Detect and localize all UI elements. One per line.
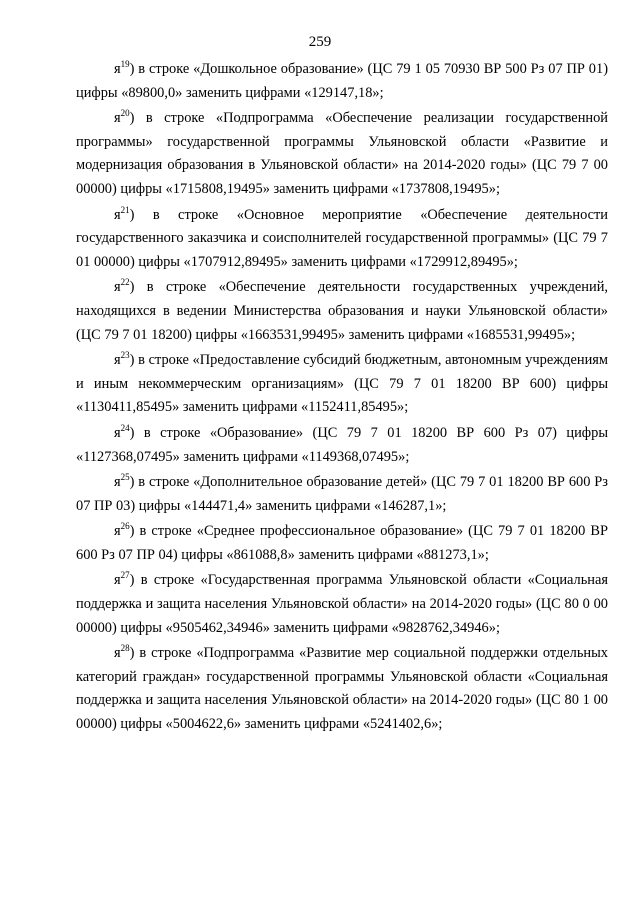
amendment-paragraph [76, 58, 608, 105]
item-superscript: 23 [120, 350, 130, 361]
item-letter: я [114, 424, 121, 441]
item-letter: я [114, 110, 121, 127]
item-superscript: 22 [120, 277, 130, 288]
amendment-text: ) в строке «Подпрограмма «Обеспечение реализации государственной программы» государственной программы Ульяновской области «Развитие и модернизация образования в Ульяновской области» на 2014-2020 годы» (ЦС 79 7 00 00000) цифры «1715808,19495» заменить цифрами «1737808,19495»; [76, 110, 608, 197]
item-superscript: 25 [120, 472, 130, 483]
page-number: 259 [308, 34, 332, 50]
amendment-text: ) в строке «Государственная программа Ульяновской области «Социальная поддержка и защита населения Ульяновской области» на 2014-2020 годы» (ЦС 80 0 00 00000) цифры «9505462,34946» заменить цифрами «9828762,34946»; [76, 572, 608, 636]
item-letter: я [114, 206, 121, 223]
amendment-paragraph [76, 349, 608, 420]
amendment-text: ) в строке «Дополнительное образование детей» (ЦС 79 7 01 18200 ВР 600 Рз 07 ПР 03) цифры «144471,4» заменить цифрами «146287,1»; [76, 474, 608, 514]
amendment-text: ) в строке «Основное мероприятие «Обеспечение деятельности государственного заказчика и соисполнителей государственной программы» (ЦС 79 7 01 00000) цифры «1707912,89495» заменить цифрами «1729912,89495»; [76, 206, 608, 270]
item-letter: я [114, 523, 121, 540]
item-superscript: 28 [120, 643, 130, 654]
amendment-text: ) в строке «Предоставление субсидий бюджетным, автономным учреждениям и иным некоммерческим организациям» (ЦС 79 7 01 18200 ВР 600) цифры «1130411,85495» заменить цифрами «1152411,85495»; [76, 352, 608, 416]
item-superscript: 26 [120, 521, 130, 532]
amendment-paragraph [76, 569, 608, 640]
amendment-text: ) в строке «Обеспечение деятельности государственных учреждений, находящихся в ведении Министерства образования и науки Ульяновской области» (ЦС 79 7 01 18200) цифры «1663531,99495» заменить цифрами «1685531,99495»; [76, 279, 608, 343]
item-letter: я [114, 474, 121, 491]
amendment-paragraph [76, 422, 608, 469]
item-superscript: 24 [120, 422, 130, 433]
document-body [76, 58, 608, 739]
item-superscript: 27 [120, 570, 130, 581]
item-superscript: 21 [120, 204, 130, 215]
item-superscript: 20 [120, 108, 130, 119]
amendment-paragraph [76, 471, 608, 518]
amendment-text: ) в строке «Среднее профессиональное образование» (ЦС 79 7 01 18200 ВР 600 Рз 07 ПР 04) цифры «861088,8» заменить цифрами «881273,1»; [76, 523, 608, 563]
item-letter: я [114, 645, 121, 662]
amendment-text: ) в строке «Подпрограмма «Развитие мер социальной поддержки отдельных категорий граждан» государственной программы Ульяновской области «Социальная поддержка и защита населения Ульяновской области» на 2014-2020 годы» (ЦС 80 1 00 00000) цифры «5004622,6» заменить цифрами «5241402,6»; [76, 645, 608, 733]
amendment-paragraph [76, 642, 608, 736]
item-letter: я [114, 352, 121, 369]
item-letter: я [114, 61, 121, 77]
amendment-text: ) в строке «Образование» (ЦС 79 7 01 18200 ВР 600 Рз 07) цифры «1127368,07495» заменить цифрами «1149368,07495»; [76, 424, 608, 465]
item-letter: я [114, 279, 121, 296]
amendment-paragraph [76, 204, 608, 275]
amendment-paragraph [76, 276, 608, 347]
amendment-paragraph [76, 520, 608, 567]
item-letter: я [114, 572, 121, 589]
item-superscript: 19 [120, 59, 130, 69]
amendment-text: ) в строке «Дошкольное образование» (ЦС 79 1 05 70930 ВР 500 Рз 07 ПР 01) цифры «89800,0» заменить цифрами «129147,18»; [76, 61, 608, 101]
amendment-paragraph [76, 107, 608, 201]
